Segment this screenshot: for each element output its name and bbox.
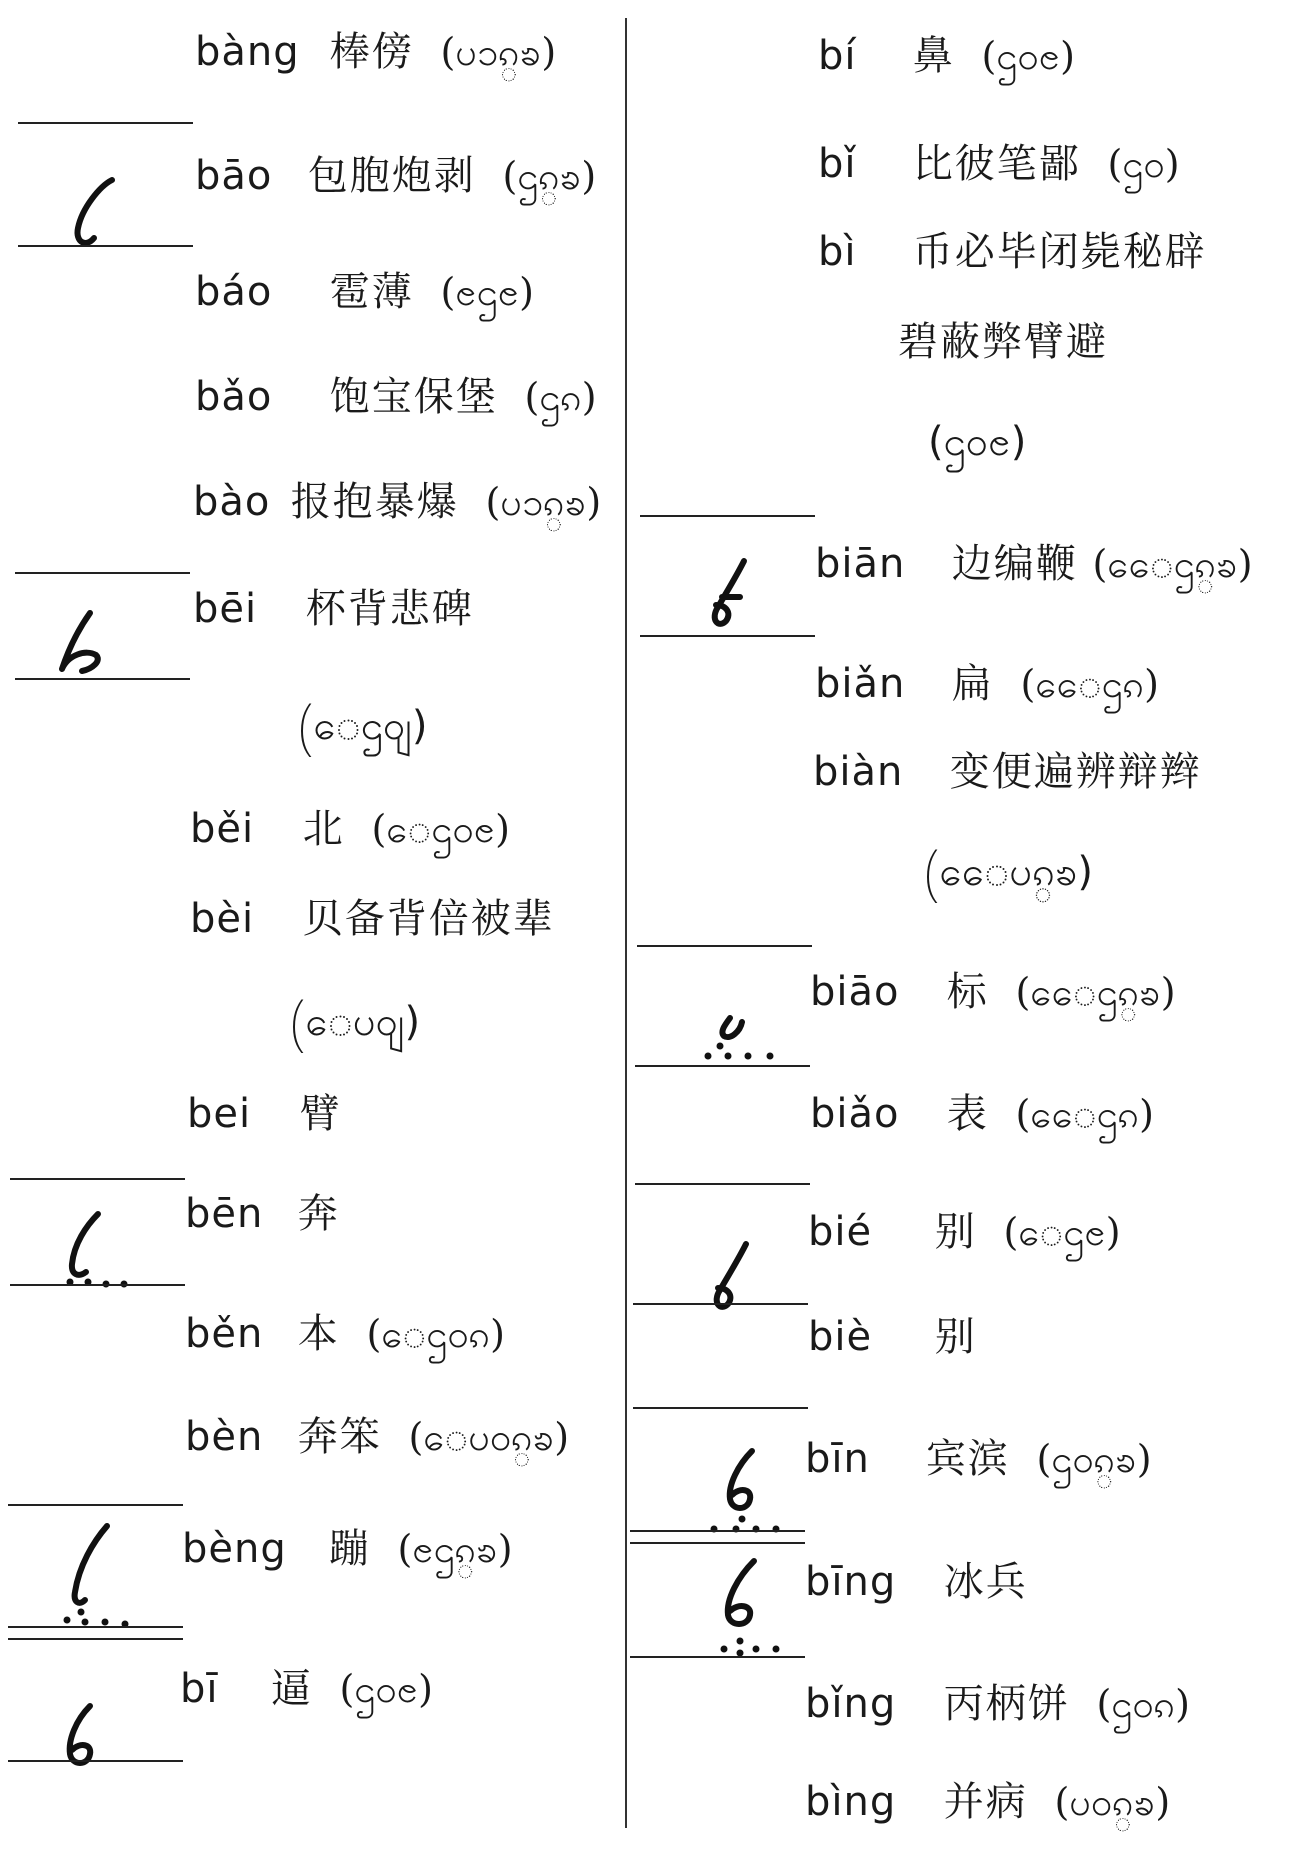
entry-hanzi: 别 xyxy=(934,1209,977,1255)
entry-phonetic: (ေပ၀ျ) xyxy=(290,999,421,1045)
entry-phonetic: (ဌၵ) xyxy=(524,375,597,419)
entry-pinyin: bí xyxy=(818,33,857,79)
entry-hanzi: 比彼笔鄙 xyxy=(912,141,1081,187)
entry-phonetic: (ေေဌၵ) xyxy=(1015,1092,1154,1136)
entry-pinyin: bǐ xyxy=(818,141,857,187)
entry-phonetic: (ပ၀ၵ္ၶ) xyxy=(1054,1780,1171,1824)
entry-pinyin: běn xyxy=(185,1311,264,1357)
entry-bing4 xyxy=(805,1778,1170,1826)
entry-bei xyxy=(187,1090,342,1138)
entry-phonetic: (ဌ၀ၔ) xyxy=(981,34,1075,78)
script-letter-d-icon xyxy=(700,1238,760,1318)
entry-phonetic: (ဌ၀ၵ္ၶ) xyxy=(1036,1437,1152,1481)
entry-phonetic: (ၔဌၔ) xyxy=(440,270,534,314)
entry-phonetic: (ေဌ၀ၔ) xyxy=(371,807,510,851)
entry-phonetic: (ေပ၀ၵ္ၶ) xyxy=(408,1415,570,1459)
script-letter-m-icon xyxy=(50,1208,140,1288)
entry-hanzi: 奔 xyxy=(297,1191,340,1237)
section-rule xyxy=(630,1530,805,1532)
entry-pinyin: bāo xyxy=(195,153,273,199)
entry-phonetic: (ေေပၵ္ၶ) xyxy=(924,849,1094,895)
entry-phonetic: (ဌ၀ၵ) xyxy=(1096,1682,1190,1726)
section-rule xyxy=(8,1760,183,1762)
entry-pinyin: biāo xyxy=(810,969,900,1015)
entry-hanzi: 并病 xyxy=(943,1779,1028,1825)
entry-ben3 xyxy=(185,1310,505,1358)
section-rule xyxy=(635,1065,810,1067)
entry-pinyin: bì xyxy=(818,229,857,275)
entry-pinyin: báo xyxy=(195,269,273,315)
entry-bang4 xyxy=(195,28,556,76)
entry-pinyin: bēn xyxy=(185,1191,264,1237)
entry-bi1 xyxy=(180,1665,433,1713)
entry-bian4-phonetic xyxy=(924,848,1093,896)
entry-pinyin: biàn xyxy=(813,749,904,795)
entry-pinyin: biè xyxy=(808,1314,873,1360)
entry-bing3 xyxy=(805,1680,1190,1728)
script-letter-b-icon xyxy=(60,172,120,252)
script-letter-f-icon xyxy=(45,1520,140,1625)
entry-pinyin: bēi xyxy=(193,586,258,632)
entry-hanzi: 包胞炮剥 xyxy=(307,153,476,199)
entry-bi4-continuation xyxy=(898,318,1108,366)
section-rule xyxy=(640,515,815,517)
entry-hanzi: 表 xyxy=(946,1091,989,1137)
entry-hanzi: 冰兵 xyxy=(943,1559,1028,1605)
entry-bao1 xyxy=(195,152,596,200)
entry-biao3 xyxy=(810,1090,1154,1138)
entry-pinyin: bīng xyxy=(805,1559,897,1605)
section-rule xyxy=(637,945,812,947)
entry-hanzi: 臂 xyxy=(299,1091,342,1137)
entry-pinyin: biǎo xyxy=(810,1091,900,1137)
section-rule xyxy=(630,1656,805,1658)
entry-pinyin: běi xyxy=(190,806,255,852)
entry-phonetic: (ပၥၵ္ၶ) xyxy=(440,30,557,74)
script-letter-w-dotted-icon xyxy=(700,1445,790,1535)
script-letter-d-icon xyxy=(700,555,760,635)
entry-pinyin: bèi xyxy=(190,896,255,942)
section-rule xyxy=(15,572,190,574)
entry-ben1 xyxy=(185,1190,340,1238)
entry-phonetic: (ေဌ၀ၵ) xyxy=(366,1312,505,1356)
entry-hanzi: 标 xyxy=(946,969,989,1015)
entry-phonetic: (ဌ၀ၔ) xyxy=(928,419,1027,465)
section-rule xyxy=(633,1303,808,1305)
entry-hanzi: 扁 xyxy=(951,661,994,707)
entry-hanzi: 币必毕闭毙秘辟 xyxy=(912,229,1207,275)
entry-bian4 xyxy=(813,748,1202,796)
entry-hanzi: 雹薄 xyxy=(329,269,414,315)
section-rule xyxy=(10,1284,185,1286)
entry-hanzi: 边编鞭 xyxy=(951,541,1078,587)
entry-hanzi: 别 xyxy=(934,1314,977,1360)
entry-phonetic: (ေေဌၵ္ၶ) xyxy=(1015,970,1176,1014)
section-rule xyxy=(8,1626,183,1628)
entry-pinyin: bìng xyxy=(805,1779,897,1825)
entry-bao4 xyxy=(193,478,601,526)
entry-hanzi: 饱宝保堡 xyxy=(329,374,498,420)
entry-hanzi: 宾滨 xyxy=(925,1436,1010,1482)
entry-hanzi: 逼 xyxy=(270,1666,313,1712)
entry-bei1 xyxy=(193,585,474,633)
entry-hanzi: 鼻 xyxy=(912,33,955,79)
entry-pinyin: bǐng xyxy=(805,1681,897,1727)
entry-bi4-phonetic xyxy=(928,418,1026,466)
column-divider xyxy=(625,18,627,1828)
entry-bing1 xyxy=(805,1558,1028,1606)
entry-bao3 xyxy=(195,373,597,421)
entry-hanzi: 贝备背倍被辈 xyxy=(302,896,555,942)
section-rule xyxy=(630,1542,805,1544)
entry-phonetic: (ေဌၔ) xyxy=(1003,1210,1121,1254)
entry-hanzi: 碧蔽弊臂避 xyxy=(898,319,1108,365)
entry-ben4 xyxy=(185,1413,569,1461)
section-rule xyxy=(15,678,190,680)
entry-biao1 xyxy=(810,968,1176,1016)
entry-bian3 xyxy=(815,660,1159,708)
entry-bie2 xyxy=(808,1208,1121,1256)
entry-hanzi: 本 xyxy=(297,1311,340,1357)
entry-pinyin: bīn xyxy=(805,1436,870,1482)
entry-pinyin: bào xyxy=(193,479,271,525)
section-rule xyxy=(633,1407,808,1409)
entry-phonetic: (ေဌ၀ျ) xyxy=(298,703,428,749)
section-rule xyxy=(8,1638,183,1640)
entry-bei4-phonetic xyxy=(290,998,420,1046)
entry-hanzi: 奔笨 xyxy=(297,1414,382,1460)
entry-bi4 xyxy=(818,228,1207,276)
entry-phonetic: (ဌၵ္ၶ) xyxy=(502,154,597,198)
entry-phonetic: (ဌ၀ၔ) xyxy=(339,1667,433,1711)
entry-phonetic: (ေေဌၵ) xyxy=(1020,662,1159,706)
entry-bi3 xyxy=(818,140,1180,188)
entry-bie4 xyxy=(808,1313,977,1361)
script-letter-t-icon xyxy=(690,1010,790,1065)
section-rule xyxy=(8,1504,183,1506)
entry-phonetic: (ေေဌၵ္ၶ) xyxy=(1092,542,1253,586)
entry-bian1 xyxy=(815,540,1253,588)
entry-phonetic: (ဌ၀) xyxy=(1107,142,1180,186)
entry-beng4 xyxy=(182,1525,513,1573)
entry-bin1 xyxy=(805,1435,1152,1483)
entry-bao2 xyxy=(195,268,534,316)
section-rule xyxy=(18,122,193,124)
entry-hanzi: 丙柄饼 xyxy=(943,1681,1070,1727)
entry-pinyin: bǎo xyxy=(195,374,273,420)
section-rule xyxy=(635,1183,810,1185)
section-rule xyxy=(10,1178,185,1180)
entry-phonetic: (ပၥၵ္ၶ) xyxy=(485,480,602,524)
section-rule xyxy=(18,245,193,247)
entry-hanzi: 蹦 xyxy=(328,1526,371,1572)
entry-hanzi: 杯背悲碑 xyxy=(305,586,474,632)
entry-pinyin: biān xyxy=(815,541,906,587)
section-rule xyxy=(640,635,815,637)
entry-bei4 xyxy=(190,895,555,943)
entry-pinyin: bī xyxy=(180,1666,219,1712)
entry-hanzi: 变便遍辨辩辫 xyxy=(949,749,1202,795)
entry-pinyin: bàng xyxy=(195,29,300,75)
entry-phonetic: (ၔဌၵ္ၶ) xyxy=(397,1527,513,1571)
entry-pinyin: bié xyxy=(808,1209,873,1255)
script-letter-p-icon xyxy=(42,605,112,680)
entry-bei1-phonetic xyxy=(298,702,427,750)
entry-bei3 xyxy=(190,805,510,853)
entry-pinyin: biǎn xyxy=(815,661,906,707)
entry-hanzi: 报抱暴爆 xyxy=(290,479,459,525)
entry-hanzi: 棒傍 xyxy=(329,29,414,75)
script-letter-w-dotted-icon xyxy=(698,1555,788,1655)
entry-pinyin: bèng xyxy=(182,1526,287,1572)
entry-bi2 xyxy=(818,32,1075,80)
entry-pinyin: bèn xyxy=(185,1414,264,1460)
entry-pinyin: bei xyxy=(187,1091,252,1137)
entry-hanzi: 北 xyxy=(302,806,345,852)
